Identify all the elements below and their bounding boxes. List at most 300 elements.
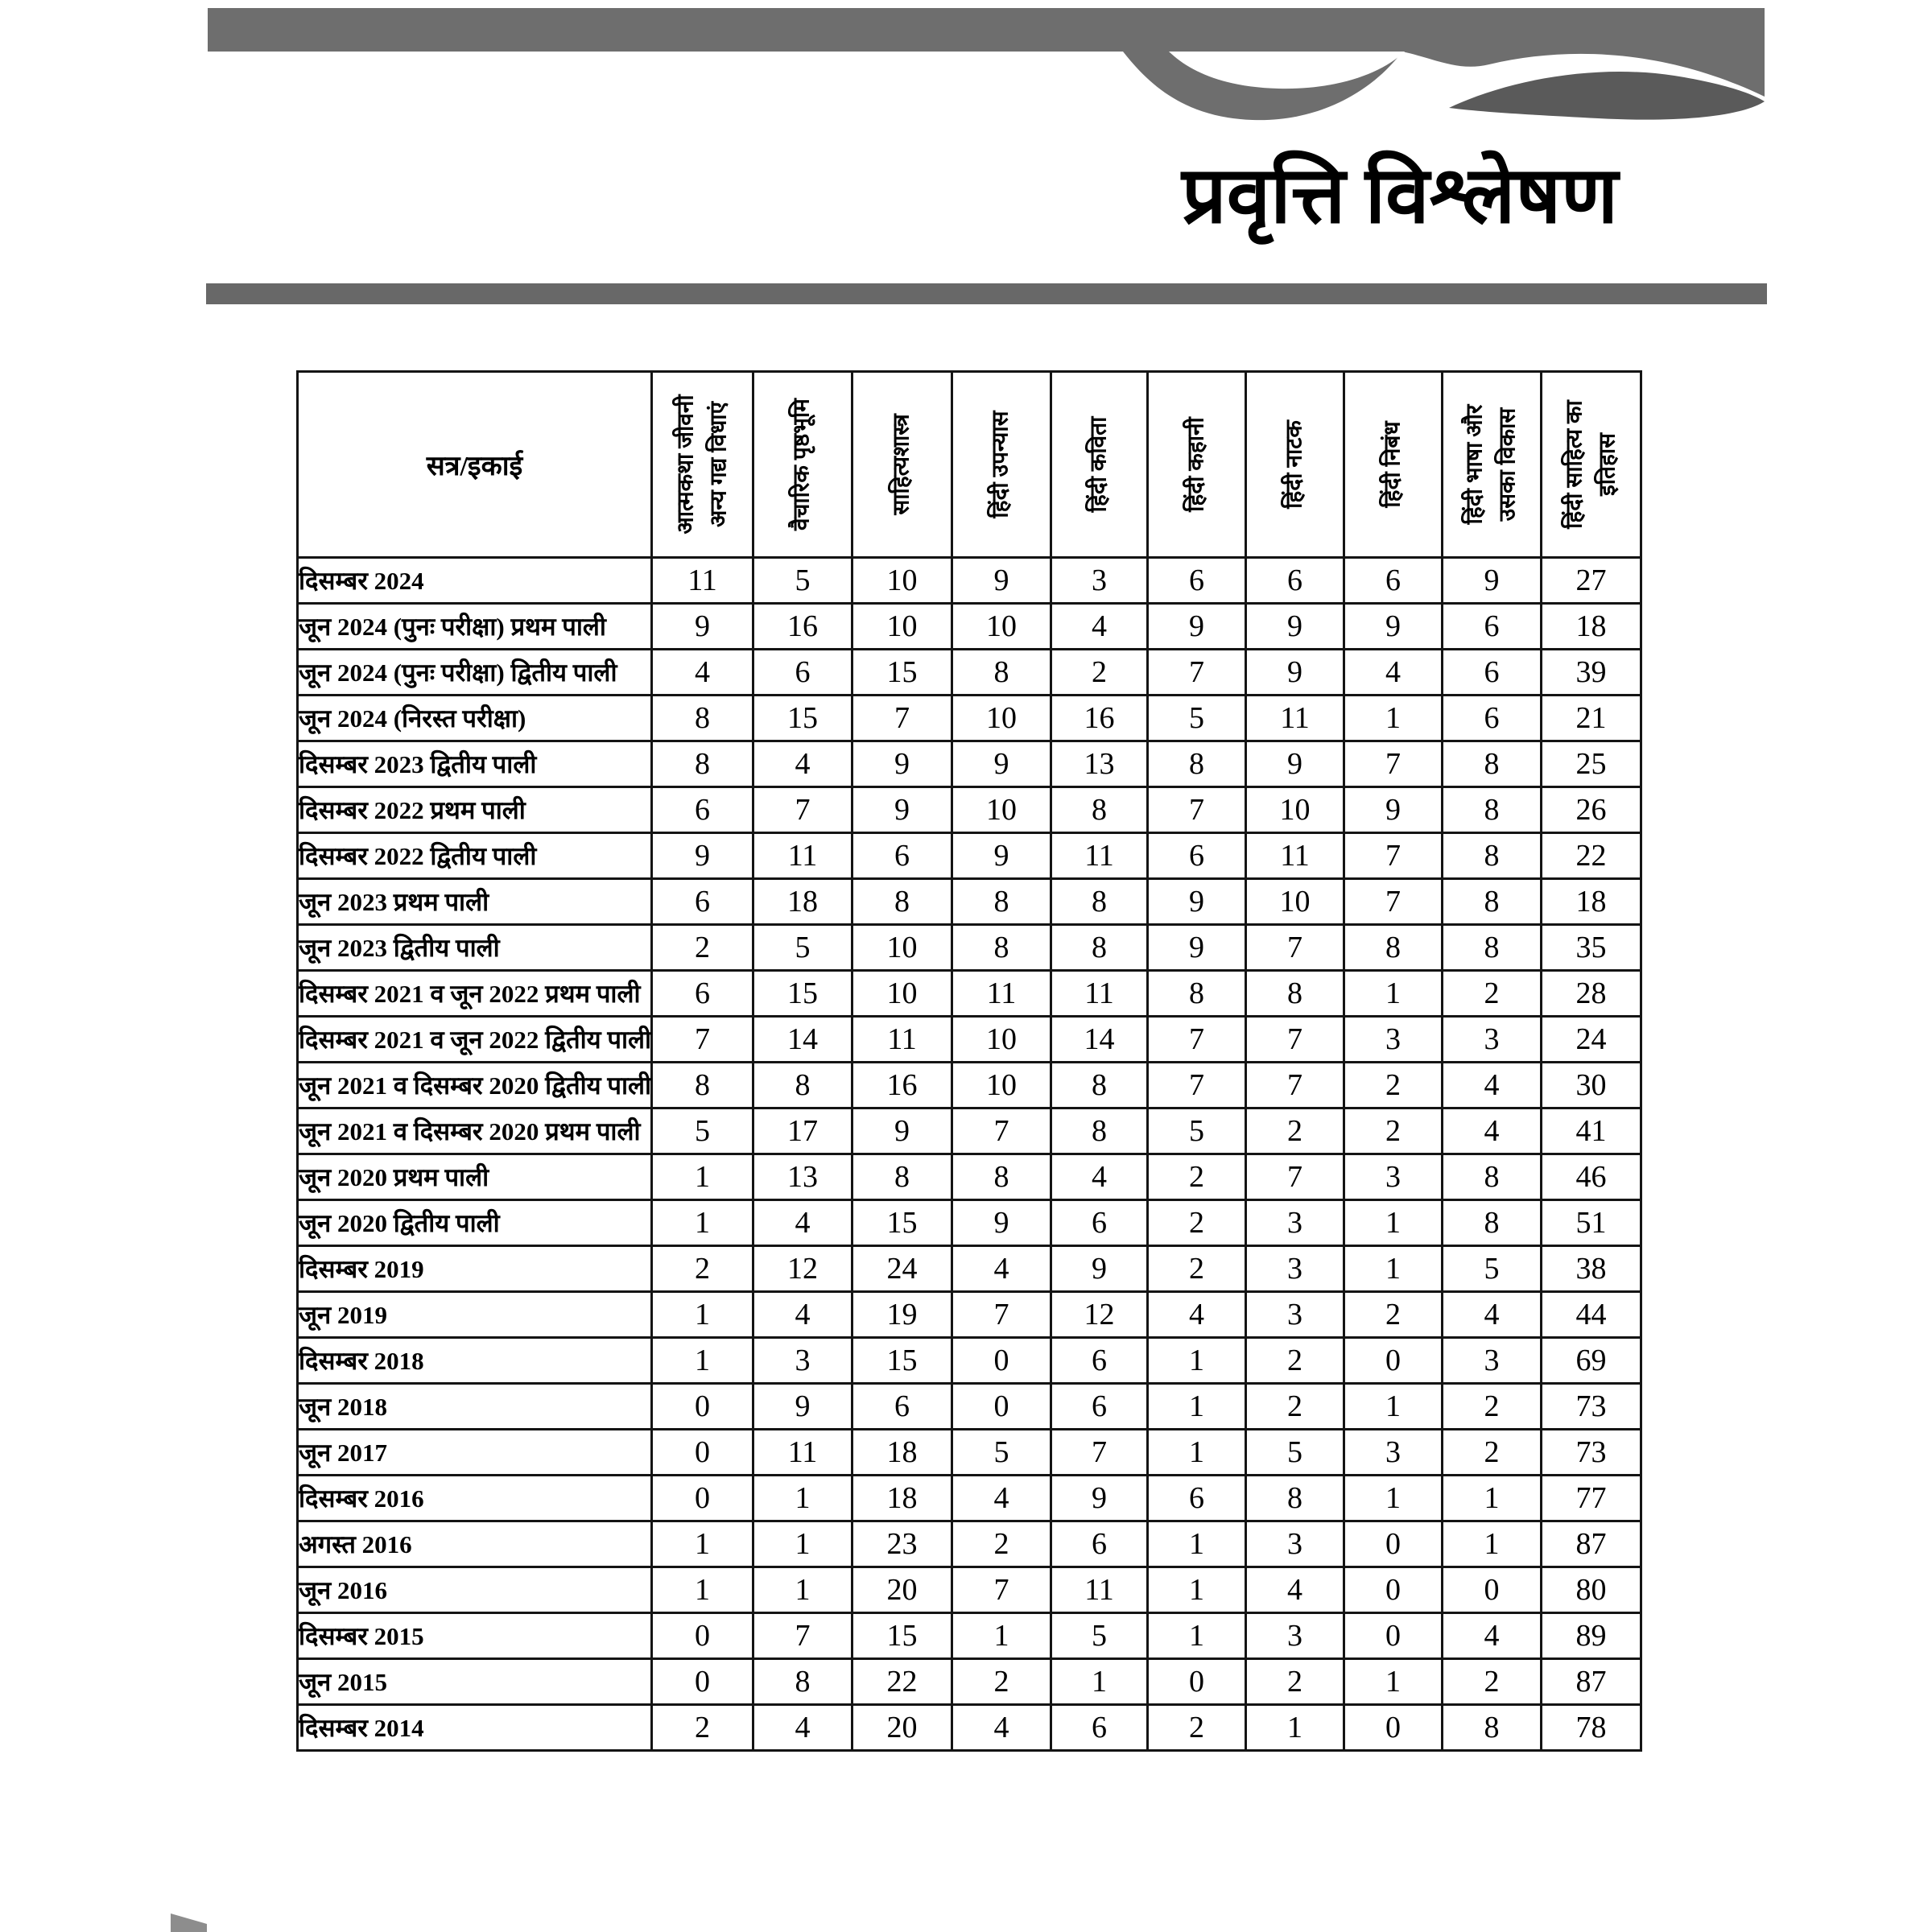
value-cell: 15 [852, 1613, 952, 1659]
value-cell: 8 [1443, 879, 1542, 925]
value-cell: 10 [1246, 787, 1344, 833]
value-cell: 7 [952, 1567, 1051, 1613]
value-cell: 5 [753, 558, 852, 604]
row-label: दिसम्बर 2021 व जून 2022 प्रथम पाली [298, 971, 652, 1017]
value-cell: 7 [753, 787, 852, 833]
value-cell: 7 [1246, 1017, 1344, 1063]
value-cell: 18 [1542, 604, 1641, 650]
value-cell: 9 [1246, 650, 1344, 696]
value-cell: 3 [1443, 1017, 1542, 1063]
value-cell: 9 [1344, 604, 1443, 650]
value-cell: 18 [852, 1476, 952, 1521]
table-row [298, 925, 1641, 971]
row-label: जून 2021 व दिसम्बर 2020 प्रथम पाली [298, 1108, 652, 1154]
value-cell: 10 [952, 1063, 1051, 1108]
separator-bar [206, 283, 1767, 304]
value-cell: 0 [952, 1338, 1051, 1384]
row-label: जून 2023 द्वितीय पाली [298, 925, 652, 971]
row-label: जून 2015 [298, 1659, 652, 1705]
row-label: जून 2016 [298, 1567, 652, 1613]
value-cell: 8 [952, 925, 1051, 971]
table-row [298, 833, 1641, 879]
value-cell: 78 [1542, 1705, 1641, 1751]
value-cell: 11 [753, 1430, 852, 1476]
value-cell: 80 [1542, 1567, 1641, 1613]
value-cell: 3 [1246, 1200, 1344, 1246]
value-cell: 3 [753, 1338, 852, 1384]
value-cell: 18 [1542, 879, 1641, 925]
value-cell: 2 [1051, 650, 1148, 696]
value-cell: 9 [1051, 1476, 1148, 1521]
value-cell: 14 [753, 1017, 852, 1063]
value-cell: 2 [1443, 971, 1542, 1017]
value-cell: 4 [753, 1200, 852, 1246]
value-cell: 8 [753, 1659, 852, 1705]
row-label: जून 2024 (निरस्त परीक्षा) [298, 696, 652, 741]
value-cell: 4 [1344, 650, 1443, 696]
value-cell: 7 [852, 696, 952, 741]
header-cell-session-unit: सत्र/इकाई [298, 372, 652, 558]
value-cell: 5 [1051, 1613, 1148, 1659]
column-header-label: वैचारिक पृष्ठभूमि [789, 398, 815, 530]
value-cell: 15 [852, 650, 952, 696]
value-cell: 1 [1443, 1521, 1542, 1567]
value-cell: 7 [1344, 833, 1443, 879]
value-cell: 4 [1443, 1108, 1542, 1154]
value-cell: 5 [652, 1108, 753, 1154]
column-header [1443, 372, 1542, 558]
value-cell: 17 [753, 1108, 852, 1154]
value-cell: 11 [1051, 971, 1148, 1017]
value-cell: 0 [1148, 1659, 1246, 1705]
value-cell: 8 [1443, 741, 1542, 787]
value-cell: 0 [1344, 1613, 1443, 1659]
value-cell: 20 [852, 1705, 952, 1751]
value-cell: 9 [1344, 787, 1443, 833]
value-cell: 7 [1246, 1154, 1344, 1200]
table-row [298, 604, 1641, 650]
value-cell: 27 [1542, 558, 1641, 604]
value-cell: 11 [652, 558, 753, 604]
value-cell: 6 [1051, 1384, 1148, 1430]
value-cell: 9 [852, 1108, 952, 1154]
value-cell: 2 [652, 1705, 753, 1751]
value-cell: 44 [1542, 1292, 1641, 1338]
value-cell: 11 [1051, 1567, 1148, 1613]
value-cell: 2 [1148, 1705, 1246, 1751]
page-title: प्रवृत्ति विश्लेषण [1181, 153, 1618, 240]
value-cell: 73 [1542, 1384, 1641, 1430]
value-cell: 11 [753, 833, 852, 879]
value-cell: 6 [1148, 1476, 1246, 1521]
value-cell: 8 [1443, 1705, 1542, 1751]
value-cell: 6 [1051, 1200, 1148, 1246]
column-header [652, 372, 753, 558]
value-cell: 4 [652, 650, 753, 696]
value-cell: 6 [1051, 1521, 1148, 1567]
table-row [298, 971, 1641, 1017]
value-cell: 2 [1246, 1108, 1344, 1154]
row-label: दिसम्बर 2022 प्रथम पाली [298, 787, 652, 833]
value-cell: 8 [1246, 971, 1344, 1017]
table-row [298, 1154, 1641, 1200]
value-cell: 22 [852, 1659, 952, 1705]
row-label: दिसम्बर 2014 [298, 1705, 652, 1751]
row-label: दिसम्बर 2019 [298, 1246, 652, 1292]
value-cell: 8 [1443, 1154, 1542, 1200]
value-cell: 13 [753, 1154, 852, 1200]
value-cell: 9 [1246, 604, 1344, 650]
value-cell: 9 [1148, 879, 1246, 925]
value-cell: 1 [1148, 1521, 1246, 1567]
value-cell: 6 [1443, 604, 1542, 650]
value-cell: 2 [1443, 1384, 1542, 1430]
value-cell: 4 [952, 1705, 1051, 1751]
table-row [298, 1659, 1641, 1705]
value-cell: 10 [952, 696, 1051, 741]
value-cell: 2 [952, 1659, 1051, 1705]
value-cell: 4 [1051, 1154, 1148, 1200]
value-cell: 2 [1246, 1384, 1344, 1430]
value-cell: 23 [852, 1521, 952, 1567]
value-cell: 24 [1542, 1017, 1641, 1063]
value-cell: 10 [852, 971, 952, 1017]
row-label: अगस्त 2016 [298, 1521, 652, 1567]
value-cell: 1 [652, 1292, 753, 1338]
column-header [952, 372, 1051, 558]
table-row [298, 1338, 1641, 1384]
table-row [298, 787, 1641, 833]
column-header [753, 372, 852, 558]
column-header-label: हिंदी भाषा और उसका विकास [1462, 404, 1520, 525]
value-cell: 1 [652, 1338, 753, 1384]
value-cell: 4 [1443, 1292, 1542, 1338]
top-band [208, 8, 1765, 97]
table-row [298, 879, 1641, 925]
value-cell: 9 [1051, 1246, 1148, 1292]
value-cell: 9 [1443, 558, 1542, 604]
value-cell: 0 [652, 1659, 753, 1705]
value-cell: 1 [1344, 1384, 1443, 1430]
table-row [298, 1705, 1641, 1751]
value-cell: 6 [1443, 650, 1542, 696]
value-cell: 4 [1443, 1613, 1542, 1659]
value-cell: 1 [1344, 1659, 1443, 1705]
value-cell: 1 [1344, 1200, 1443, 1246]
value-cell: 8 [1246, 1476, 1344, 1521]
value-cell: 11 [952, 971, 1051, 1017]
swoosh-white-valley [1169, 52, 1405, 89]
value-cell: 8 [952, 650, 1051, 696]
value-cell: 4 [1246, 1567, 1344, 1613]
value-cell: 8 [1344, 925, 1443, 971]
value-cell: 1 [1051, 1659, 1148, 1705]
value-cell: 2 [1246, 1659, 1344, 1705]
value-cell: 8 [652, 1063, 753, 1108]
value-cell: 0 [952, 1384, 1051, 1430]
value-cell: 10 [952, 787, 1051, 833]
row-label: जून 2020 प्रथम पाली [298, 1154, 652, 1200]
value-cell: 16 [852, 1063, 952, 1108]
value-cell: 1 [1443, 1476, 1542, 1521]
row-label: जून 2023 प्रथम पाली [298, 879, 652, 925]
value-cell: 6 [1344, 558, 1443, 604]
value-cell: 87 [1542, 1521, 1641, 1567]
value-cell: 7 [1246, 1063, 1344, 1108]
value-cell: 5 [1148, 1108, 1246, 1154]
value-cell: 8 [952, 879, 1051, 925]
value-cell: 7 [1344, 741, 1443, 787]
value-cell: 69 [1542, 1338, 1641, 1384]
value-cell: 46 [1542, 1154, 1641, 1200]
trend-analysis-table [296, 370, 1642, 1752]
row-label: जून 2024 (पुनः परीक्षा) द्वितीय पाली [298, 650, 652, 696]
value-cell: 8 [1148, 971, 1246, 1017]
value-cell: 1 [1246, 1705, 1344, 1751]
value-cell: 15 [852, 1338, 952, 1384]
value-cell: 18 [753, 879, 852, 925]
row-label: दिसम्बर 2023 द्वितीय पाली [298, 741, 652, 787]
value-cell: 30 [1542, 1063, 1641, 1108]
value-cell: 77 [1542, 1476, 1641, 1521]
value-cell: 2 [952, 1521, 1051, 1567]
value-cell: 7 [1148, 1063, 1246, 1108]
value-cell: 7 [952, 1292, 1051, 1338]
value-cell: 4 [753, 1705, 852, 1751]
value-cell: 73 [1542, 1430, 1641, 1476]
value-cell: 9 [952, 741, 1051, 787]
value-cell: 8 [852, 879, 952, 925]
value-cell: 87 [1542, 1659, 1641, 1705]
value-cell: 10 [852, 558, 952, 604]
value-cell: 2 [1344, 1292, 1443, 1338]
value-cell: 4 [1148, 1292, 1246, 1338]
value-cell: 6 [652, 971, 753, 1017]
value-cell: 1 [952, 1613, 1051, 1659]
value-cell: 6 [852, 833, 952, 879]
row-label: जून 2017 [298, 1430, 652, 1476]
column-header [1344, 372, 1443, 558]
value-cell: 7 [652, 1017, 753, 1063]
column-header [1542, 372, 1641, 558]
value-cell: 2 [652, 1246, 753, 1292]
value-cell: 1 [1344, 1476, 1443, 1521]
value-cell: 41 [1542, 1108, 1641, 1154]
value-cell: 4 [952, 1476, 1051, 1521]
value-cell: 2 [1443, 1430, 1542, 1476]
table-row [298, 696, 1641, 741]
table-row [298, 1200, 1641, 1246]
value-cell: 6 [1246, 558, 1344, 604]
value-cell: 8 [852, 1154, 952, 1200]
column-header-label: हिंदी नाटक [1282, 420, 1307, 509]
value-cell: 0 [652, 1384, 753, 1430]
table-row [298, 1613, 1641, 1659]
value-cell: 1 [1148, 1430, 1246, 1476]
value-cell: 0 [1344, 1567, 1443, 1613]
value-cell: 21 [1542, 696, 1641, 741]
column-header [852, 372, 952, 558]
value-cell: 9 [1246, 741, 1344, 787]
value-cell: 89 [1542, 1613, 1641, 1659]
value-cell: 25 [1542, 741, 1641, 787]
value-cell: 2 [652, 925, 753, 971]
column-header-label: हिंदी साहित्य का इतिहास [1561, 400, 1620, 529]
value-cell: 0 [1344, 1338, 1443, 1384]
value-cell: 8 [1443, 1200, 1542, 1246]
value-cell: 3 [1344, 1430, 1443, 1476]
column-header-label: साहित्यशास्त्र [889, 414, 914, 515]
table-row [298, 558, 1641, 604]
value-cell: 9 [652, 604, 753, 650]
value-cell: 20 [852, 1567, 952, 1613]
value-cell: 9 [1148, 604, 1246, 650]
value-cell: 3 [1051, 558, 1148, 604]
table-row [298, 1017, 1641, 1063]
value-cell: 11 [1246, 833, 1344, 879]
value-cell: 6 [652, 879, 753, 925]
column-header [1148, 372, 1246, 558]
value-cell: 1 [652, 1200, 753, 1246]
value-cell: 2 [1344, 1108, 1443, 1154]
value-cell: 2 [1246, 1338, 1344, 1384]
value-cell: 9 [952, 558, 1051, 604]
value-cell: 6 [753, 650, 852, 696]
value-cell: 1 [1148, 1613, 1246, 1659]
value-cell: 10 [852, 925, 952, 971]
value-cell: 6 [1148, 833, 1246, 879]
table-row [298, 650, 1641, 696]
value-cell: 1 [753, 1476, 852, 1521]
value-cell: 1 [652, 1567, 753, 1613]
swoosh-dark-wave [1449, 72, 1765, 120]
value-cell: 8 [753, 1063, 852, 1108]
value-cell: 3 [1246, 1613, 1344, 1659]
value-cell: 11 [1051, 833, 1148, 879]
value-cell: 2 [1443, 1659, 1542, 1705]
table-row [298, 1246, 1641, 1292]
value-cell: 4 [753, 741, 852, 787]
row-label: जून 2018 [298, 1384, 652, 1430]
value-cell: 1 [1344, 696, 1443, 741]
column-header-label: हिंदी उपन्यास [988, 411, 1013, 518]
value-cell: 8 [1051, 787, 1148, 833]
column-header-label: हिंदी निबंध [1380, 421, 1406, 508]
value-cell: 7 [1148, 1017, 1246, 1063]
table-row [298, 1430, 1641, 1476]
value-cell: 1 [753, 1521, 852, 1567]
column-header-label: हिंदी कहानी [1183, 417, 1209, 512]
value-cell: 4 [1443, 1063, 1542, 1108]
row-label: दिसम्बर 2018 [298, 1338, 652, 1384]
value-cell: 0 [652, 1430, 753, 1476]
value-cell: 7 [1148, 650, 1246, 696]
value-cell: 15 [753, 696, 852, 741]
value-cell: 0 [1344, 1521, 1443, 1567]
row-label: दिसम्बर 2021 व जून 2022 द्वितीय पाली [298, 1017, 652, 1063]
value-cell: 3 [1246, 1246, 1344, 1292]
swoosh-ribbon [1123, 52, 1402, 120]
value-cell: 7 [1051, 1430, 1148, 1476]
value-cell: 0 [652, 1613, 753, 1659]
value-cell: 0 [1344, 1705, 1443, 1751]
value-cell: 1 [1148, 1338, 1246, 1384]
value-cell: 5 [753, 925, 852, 971]
value-cell: 10 [852, 604, 952, 650]
value-cell: 5 [952, 1430, 1051, 1476]
value-cell: 24 [852, 1246, 952, 1292]
row-label: दिसम्बर 2016 [298, 1476, 652, 1521]
value-cell: 7 [1246, 925, 1344, 971]
value-cell: 7 [1148, 787, 1246, 833]
row-label: जून 2019 [298, 1292, 652, 1338]
value-cell: 8 [1051, 1108, 1148, 1154]
value-cell: 9 [952, 833, 1051, 879]
value-cell: 9 [952, 1200, 1051, 1246]
value-cell: 1 [1148, 1384, 1246, 1430]
value-cell: 28 [1542, 971, 1641, 1017]
value-cell: 16 [1051, 696, 1148, 741]
value-cell: 7 [753, 1613, 852, 1659]
value-cell: 10 [952, 604, 1051, 650]
value-cell: 2 [1344, 1063, 1443, 1108]
value-cell: 1 [1344, 1246, 1443, 1292]
value-cell: 1 [652, 1521, 753, 1567]
value-cell: 15 [852, 1200, 952, 1246]
value-cell: 12 [1051, 1292, 1148, 1338]
table-row [298, 1292, 1641, 1338]
value-cell: 8 [1443, 787, 1542, 833]
corner-wedge [171, 1913, 207, 1932]
value-cell: 4 [753, 1292, 852, 1338]
value-cell: 0 [652, 1476, 753, 1521]
value-cell: 1 [1344, 971, 1443, 1017]
value-cell: 9 [852, 787, 952, 833]
value-cell: 3 [1344, 1154, 1443, 1200]
value-cell: 9 [753, 1384, 852, 1430]
value-cell: 7 [952, 1108, 1051, 1154]
table-row [298, 1567, 1641, 1613]
table-row [298, 1063, 1641, 1108]
table-row [298, 1521, 1641, 1567]
row-label: दिसम्बर 2024 [298, 558, 652, 604]
value-cell: 18 [852, 1430, 952, 1476]
value-cell: 11 [852, 1017, 952, 1063]
value-cell: 15 [753, 971, 852, 1017]
value-cell: 8 [1051, 925, 1148, 971]
value-cell: 9 [852, 741, 952, 787]
value-cell: 35 [1542, 925, 1641, 971]
value-cell: 1 [652, 1154, 753, 1200]
column-header [1246, 372, 1344, 558]
value-cell: 5 [1148, 696, 1246, 741]
value-cell: 2 [1148, 1154, 1246, 1200]
value-cell: 51 [1542, 1200, 1641, 1246]
value-cell: 8 [1051, 1063, 1148, 1108]
value-cell: 3 [1344, 1017, 1443, 1063]
value-cell: 6 [1051, 1338, 1148, 1384]
column-header [1051, 372, 1148, 558]
value-cell: 8 [952, 1154, 1051, 1200]
value-cell: 8 [1443, 833, 1542, 879]
value-cell: 8 [1051, 879, 1148, 925]
value-cell: 3 [1246, 1521, 1344, 1567]
table-row [298, 1476, 1641, 1521]
value-cell: 13 [1051, 741, 1148, 787]
column-header-label: आत्मकथा जीवनी अन्य गद्य विधाएं [672, 394, 731, 535]
value-cell: 7 [1344, 879, 1443, 925]
value-cell: 14 [1051, 1017, 1148, 1063]
